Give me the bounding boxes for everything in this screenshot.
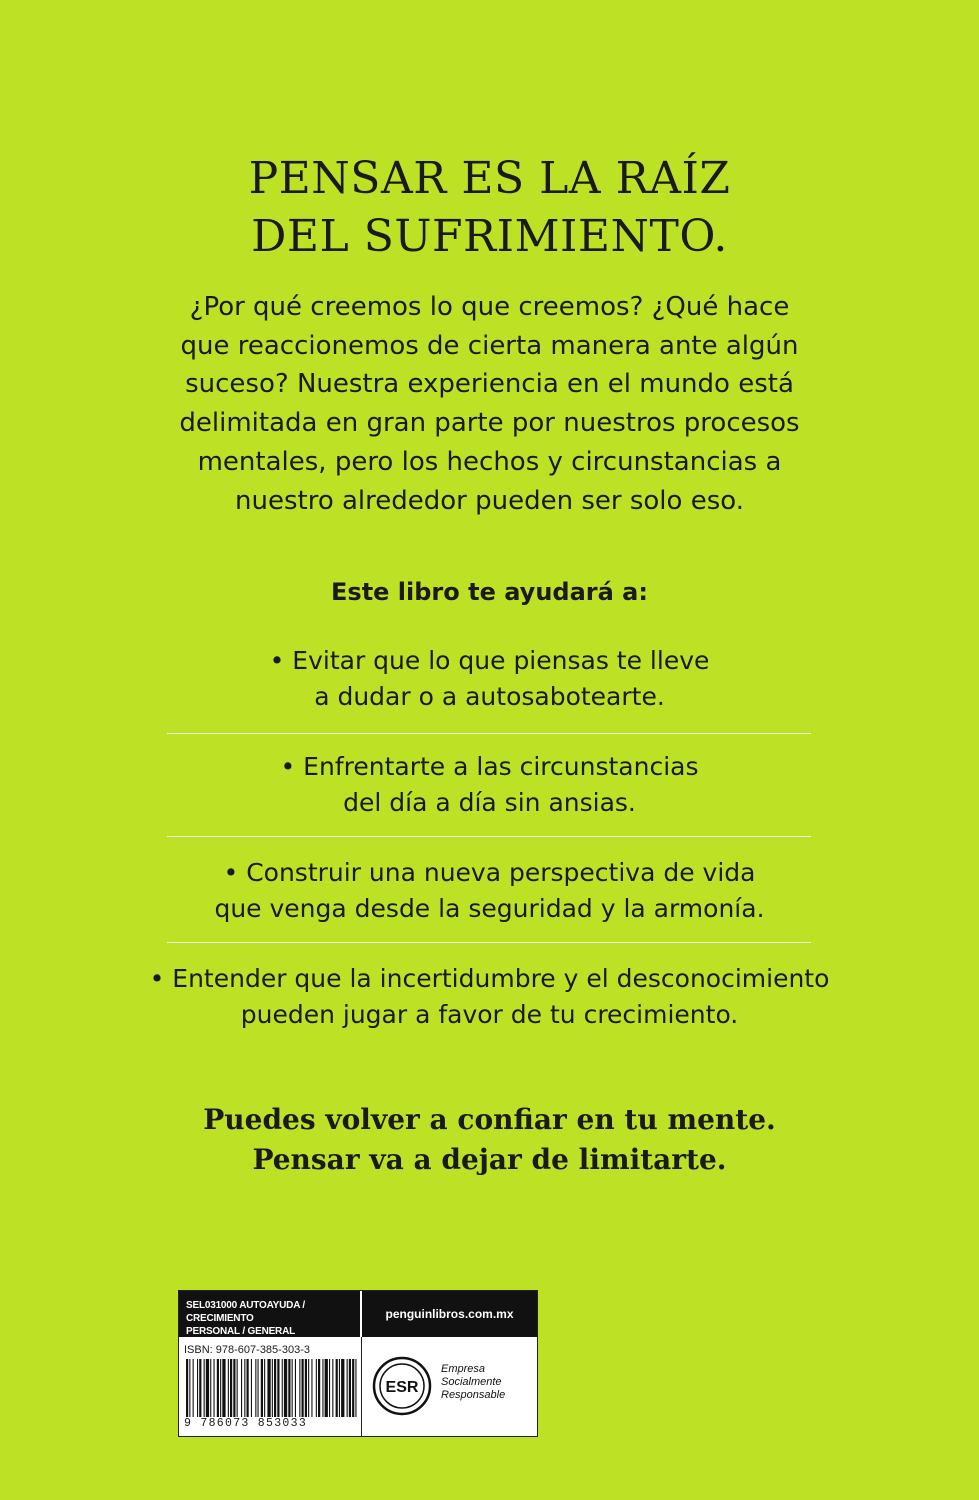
divider [167, 733, 811, 734]
category-line-1: SEL031000 AUTOAYUDA / CRECIMIENTO [186, 1300, 305, 1324]
headline-line-2: DEL SUFRIMIENTO. [251, 211, 728, 262]
benefit-item [0, 961, 979, 1033]
headline [0, 150, 979, 266]
benefit-line: • Enfrentarte a las circunstancias [280, 752, 699, 781]
benefit-item [0, 749, 979, 821]
intro-line: mentales, pero los hechos y circunstancias a [197, 446, 782, 477]
intro-paragraph [0, 288, 979, 520]
intro-line: ¿Por qué creemos lo que creemos? ¿Qué hace [189, 292, 790, 322]
esr-logo-icon [371, 1355, 433, 1417]
benefits-heading: Este libro te ayudará a: [331, 578, 648, 606]
isbn-label: ISBN: 978-607-385-303-3 [184, 1344, 310, 1356]
category-line-2: PERSONAL / GENERAL [186, 1326, 296, 1337]
category-label [179, 1291, 360, 1337]
benefit-item [0, 855, 979, 927]
benefit-line: del día a día sin ansias. [343, 788, 636, 817]
benefit-line: • Evitar que lo que piensas te lleve [269, 646, 710, 675]
barcode-icon [184, 1359, 360, 1417]
esr-line: Empresa [441, 1363, 486, 1375]
closing-line-1: Puedes volver a confiar en tu mente. [203, 1103, 776, 1136]
benefit-line: • Construir una nueva perspectiva de vida [223, 858, 756, 887]
esr-line: Responsable [441, 1389, 506, 1401]
esr-logo-text: ESR [385, 1379, 419, 1396]
closing-line-2: Pensar va a dejar de limitarte. [252, 1143, 727, 1176]
divider [361, 1337, 362, 1436]
publisher-info-box [178, 1290, 538, 1437]
benefit-item [0, 643, 979, 715]
esr-label [441, 1363, 505, 1402]
closing-statement [0, 1100, 979, 1180]
publisher-website: penguinlibros.com.mx [362, 1291, 537, 1337]
divider [167, 836, 811, 837]
intro-line: suceso? Nuestra experiencia en el mundo está [185, 369, 794, 400]
headline-line-1: PENSAR ES LA RAÍZ [248, 153, 731, 204]
benefit-line: a dudar o a autosabotearte. [314, 682, 665, 711]
benefit-line: pueden jugar a favor de tu crecimiento. [240, 1000, 739, 1029]
intro-line: delimitada en gran parte por nuestros procesos [179, 408, 800, 439]
benefit-line: • Entender que la incertidumbre y el desconocimiento [149, 964, 830, 993]
esr-line: Socialmente [441, 1376, 502, 1388]
divider [167, 942, 811, 943]
barcode-digits: 9 786073 853033 [184, 1417, 308, 1430]
benefit-line: que venga desde la seguridad y la armonía. [214, 894, 765, 923]
intro-line: nuestro alrededor pueden ser solo eso. [235, 485, 744, 516]
intro-line: que reaccionemos de cierta manera ante algún [180, 330, 799, 361]
